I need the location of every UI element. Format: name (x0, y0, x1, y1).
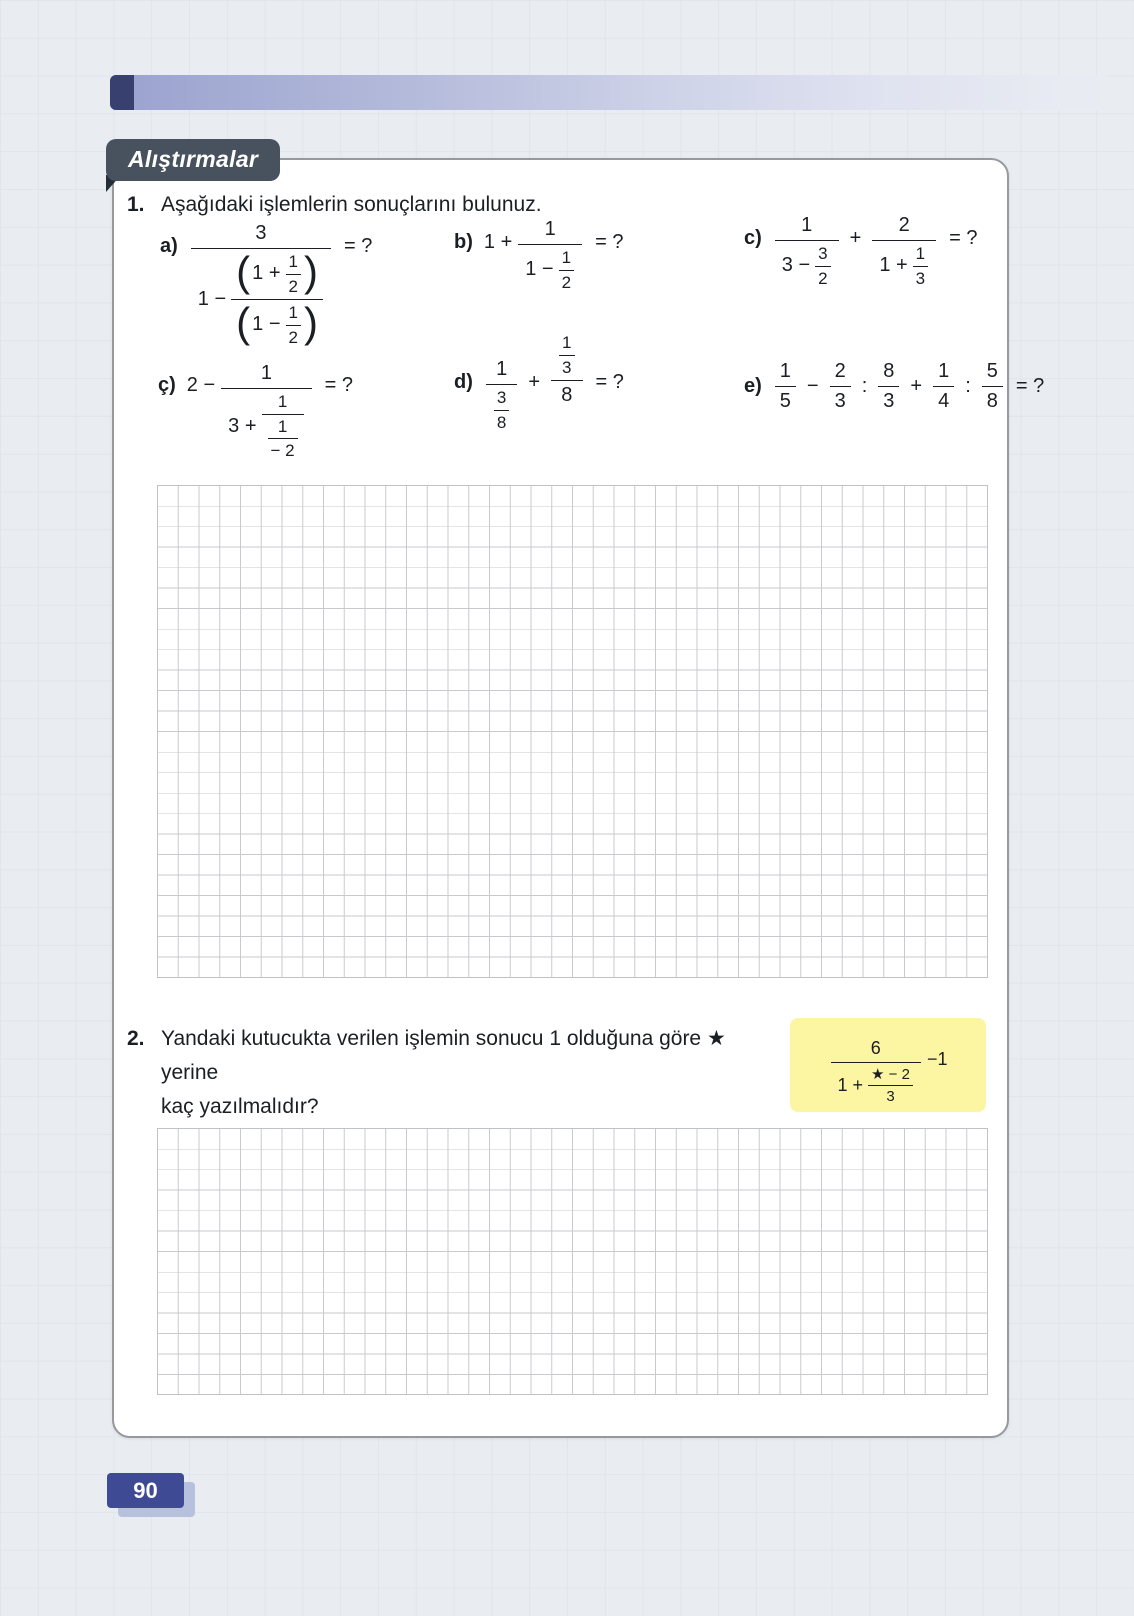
math-token: 2 − (186, 373, 216, 396)
question-1-number: 1. (127, 193, 145, 216)
fraction (231, 248, 323, 347)
math-token: 3 (255, 222, 267, 244)
operator: : (965, 374, 971, 397)
numerator: 8 (878, 360, 899, 387)
denominator (191, 249, 331, 347)
exercise-1a (160, 184, 373, 347)
numerator (872, 214, 936, 241)
denominator: 3 (883, 390, 895, 412)
denominator: 8 (496, 412, 507, 432)
fraction (831, 1038, 921, 1105)
page-number: 90 (107, 1473, 184, 1508)
denominator: 5 (779, 390, 791, 412)
math-token: 1 + (879, 254, 908, 277)
exercise-panel (112, 158, 1045, 1438)
numerator: 1 (286, 303, 301, 326)
numerator: 1 (775, 360, 796, 387)
question-2-prompt-line1: Yandaki kutucukta verilen işlemin sonucu 1 olduğuna göre ★ yerine (161, 1027, 726, 1084)
numerator (221, 362, 311, 389)
denominator: 3 (562, 357, 572, 377)
exercise-1b (454, 206, 624, 292)
math-token: 1 (544, 218, 556, 240)
numerator: 3 (815, 244, 830, 267)
math-token: 2 (898, 214, 910, 236)
highlight-box-expression (827, 1026, 950, 1106)
math-token: 1 + (837, 1074, 864, 1095)
math-token: 6 (870, 1038, 881, 1059)
fraction (191, 222, 331, 347)
fraction (268, 417, 298, 461)
denominator (775, 241, 839, 288)
fraction (559, 248, 574, 292)
item-label: c) (744, 227, 762, 250)
math-token: 8 (561, 384, 573, 407)
math-token: 1 + (252, 262, 281, 285)
equals-question: = ? (949, 227, 978, 250)
denominator (262, 415, 304, 461)
exercise-1e (744, 360, 1044, 413)
operator: + (849, 227, 862, 250)
math-token: 3 − (781, 254, 811, 277)
question-1-prompt: Aşağıdaki işlemlerin sonuçlarını bulunuz. (161, 193, 542, 216)
question-2-number: 2. (127, 1027, 145, 1050)
fraction (872, 214, 936, 288)
numerator (486, 358, 517, 385)
fraction (830, 360, 851, 413)
denominator (486, 385, 517, 432)
item-label: d) (454, 371, 473, 394)
equals-question: = ? (595, 371, 624, 394)
denominator: 3 (915, 268, 926, 288)
fraction (913, 244, 928, 288)
denominator (831, 1063, 921, 1106)
numerator (831, 1038, 921, 1063)
operator: + (910, 374, 923, 397)
math-token: 1 − (525, 258, 554, 281)
fraction (775, 360, 796, 413)
fraction (775, 214, 839, 288)
fraction (933, 360, 954, 413)
math-token: 3 + (228, 414, 257, 437)
denominator: 8 (986, 390, 998, 412)
exercise-1d (454, 333, 624, 432)
operator: + (528, 371, 541, 394)
exercises-badge (106, 139, 280, 181)
numerator (551, 333, 582, 381)
numerator (518, 218, 582, 245)
numerator (191, 222, 331, 249)
numerator (231, 248, 323, 300)
numerator: 2 (830, 360, 851, 387)
denominator: 2 (288, 327, 298, 347)
paren-close: ) (303, 299, 318, 347)
denominator (872, 241, 936, 288)
fraction (286, 252, 301, 296)
item-label: e) (744, 374, 762, 397)
math-token: 1 − (197, 287, 227, 310)
numerator: ★ − 2 (868, 1066, 913, 1086)
work-grid-2 (157, 1128, 988, 1395)
denominator: 2 (818, 268, 828, 288)
fraction (486, 358, 517, 432)
question-2 (127, 1022, 787, 1124)
fraction (518, 218, 582, 292)
equals-question: = ? (1015, 374, 1045, 397)
denominator (221, 389, 311, 461)
work-grid-1 (157, 485, 988, 978)
denominator (551, 381, 582, 407)
equals-question: = ? (595, 231, 624, 254)
fraction (494, 388, 509, 432)
fraction (551, 333, 582, 407)
numerator: 1 (559, 333, 574, 356)
question-2-prompt (161, 1022, 787, 1124)
exercises-badge-label: Alıştırmalar (128, 146, 259, 172)
exercise-1cc (158, 336, 353, 461)
numerator: 1 (933, 360, 954, 387)
operator: : (861, 374, 868, 397)
denominator (518, 245, 582, 292)
question-2-prompt-line2: kaç yazılmalıdır? (161, 1095, 319, 1118)
header-bar (110, 75, 1107, 110)
item-label: ç) (158, 373, 176, 396)
exercise-1c (744, 202, 978, 288)
fraction (262, 392, 304, 461)
denominator: 2 (561, 272, 572, 292)
fraction (559, 333, 574, 377)
equals-question: = ? (343, 234, 373, 257)
paren-open: ( (236, 248, 251, 296)
math-token: −1 (926, 1048, 948, 1069)
numerator: 3 (494, 388, 509, 411)
item-label: b) (454, 231, 473, 254)
denominator: 4 (938, 390, 950, 412)
fraction (868, 1066, 913, 1106)
denominator: 3 (834, 390, 846, 412)
header-bar-cap (110, 75, 134, 110)
denominator: − 2 (270, 441, 295, 461)
equals-question: = ? (324, 373, 353, 396)
numerator (775, 214, 839, 241)
fraction (815, 244, 830, 288)
math-token: 1 − (252, 313, 281, 336)
operator: − (806, 374, 819, 397)
denominator: 3 (886, 1088, 895, 1106)
fraction (982, 360, 1003, 413)
numerator: 5 (982, 360, 1003, 387)
math-token: 1 (260, 362, 272, 384)
math-token: 1 (496, 358, 508, 380)
fraction (878, 360, 899, 413)
numerator: 1 (559, 248, 574, 271)
math-token: 1 (801, 214, 813, 236)
fraction (221, 362, 311, 461)
paren-open: ( (236, 299, 251, 347)
numerator: 1 (913, 244, 928, 267)
numerator: 1 (262, 392, 304, 415)
numerator: 1 (268, 417, 298, 440)
denominator: 2 (288, 276, 298, 296)
item-label: a) (160, 234, 178, 257)
paren-close: ) (303, 248, 318, 296)
math-token: 1 + (483, 231, 513, 254)
highlight-box (790, 1018, 986, 1112)
numerator: 1 (286, 252, 301, 275)
